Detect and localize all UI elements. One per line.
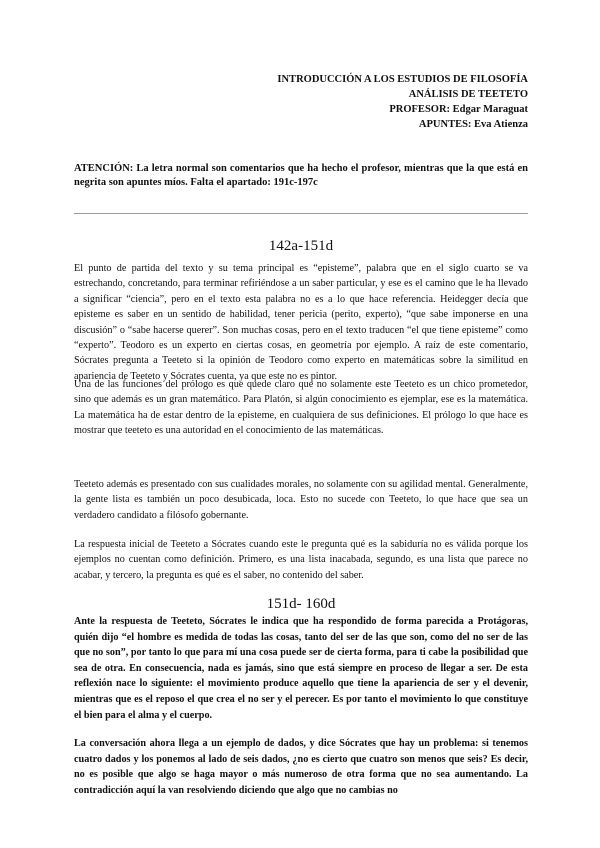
header-course-title: INTRODUCCIÓN A LOS ESTUDIOS DE FILOSOFÍA bbox=[277, 74, 528, 85]
paragraph-prologo: Una de las funciones del prólogo es que quede claro que no solamente este Teeteto es un chico prometedor, sino que además es un gran matemático. Para Platón, si algún conocimiento es ejemplar, ese es la matemática. La matemática ha de estar dentro de la episteme, en cualquiera de sus definiciones. El prólogo lo que hace es mostrar que teeteto es una autoridad en el conocimiento de las matemáticas. bbox=[74, 379, 528, 437]
attention-notice: ATENCIÓN: La letra normal son comentarios que ha hecho el profesor, mientras que la que está en negrita son apuntes míos. Falta el apartado: 191c-197c bbox=[74, 163, 528, 188]
section-title-142a-151d: 142a-151d bbox=[268, 238, 334, 254]
paragraph-protagoras: Ante la respuesta de Teeteto, Sócrates le indica que ha respondido de forma parecida a Protágoras, quién dijo “el hombre es medida de todas las cosas, tanto del ser de las que son, como del no ser de las que no son”, por tanto lo que para mí una cosa puede ser de cierta forma, para ti cabe la posibilidad que sea de otra. En consecuencia, nada es jamás, sino que está siempre en proceso de llegar a ser. De esta reflexión nace lo siguiente: el movimiento produce aquello que tiene la apariencia de ser y el devenir, mientras que es el reposo el que crea el no ser y el perecer. Es por tanto el movimiento lo que constituye el bien para el alma y el cuerpo. bbox=[74, 616, 528, 721]
paragraph-dados: La conversación ahora llega a un ejemplo de dados, y dice Sócrates que hay un problema: si tenemos cuatro dados y los ponemos al lado de seis dados, ¿no es cierto que cuatro son menos que seis? Es decir, no es posible que algo se haga mayor o más numeroso de otra forma que no sea aumentando. La contradicción aquí la van resolviendo diciendo que algo que no cambias no bbox=[74, 738, 528, 796]
header-professor: PROFESOR: Edgar Maraguat bbox=[389, 104, 528, 115]
header-notes-author: APUNTES: Eva Atienza bbox=[418, 119, 528, 130]
paragraph-episteme: El punto de partida del texto y su tema principal es “episteme”, palabra que en el siglo cuarto se va estrechando, concretando, para terminar refiriéndose a un saber particular, y ese es el camino que le ha llevado a significar “ciencia”, pero en el texto esta palabra no es a lo que hace referencia. Heidegger decía que episteme es saber en un sentido de habilidad, tener pericia (perito, experto), “que sabe imponerse en una discusión” o “sabe hacerse querer”. Son muchas cosas, pero en el texto traducen “el que tiene episteme” como “experto”. Teodoro es un experto en ciertas cosas, en geometría por ejemplo. A raíz de este comentario, Sócrates pregunta a Teeteto si la opinión de Teodoro como experto en matemáticas sobre la similitud en apariencia de Teeteto y Sócrates cuenta, ya que este no es pintor. bbox=[74, 263, 528, 382]
section-title-151d-160d: 151d- 160d bbox=[266, 596, 336, 612]
header-analysis-title: ANÁLISIS DE TEETETO bbox=[408, 89, 528, 100]
paragraph-cualidades: Teeteto además es presentado con sus cualidades morales, no solamente con su agilidad mental. Generalmente, la gente lista es también un poco desubicada, loca. Esto no sucede con Teeteto, lo que hace que sea un verdadero candidato a filósofo gobernante. bbox=[74, 479, 528, 521]
horizontal-divider bbox=[74, 213, 528, 214]
document-header bbox=[277, 72, 528, 132]
paragraph-respuesta-inicial: La respuesta inicial de Teeteto a Sócrates cuando este le pregunta qué es la sabiduría no es válida porque los ejemplos no cuentan como definición. Primero, es una lista inacabada, segundo, es una lista que parece no acabar, y tercero, la pregunta es qué es el saber, no contenido del saber. bbox=[74, 539, 528, 581]
